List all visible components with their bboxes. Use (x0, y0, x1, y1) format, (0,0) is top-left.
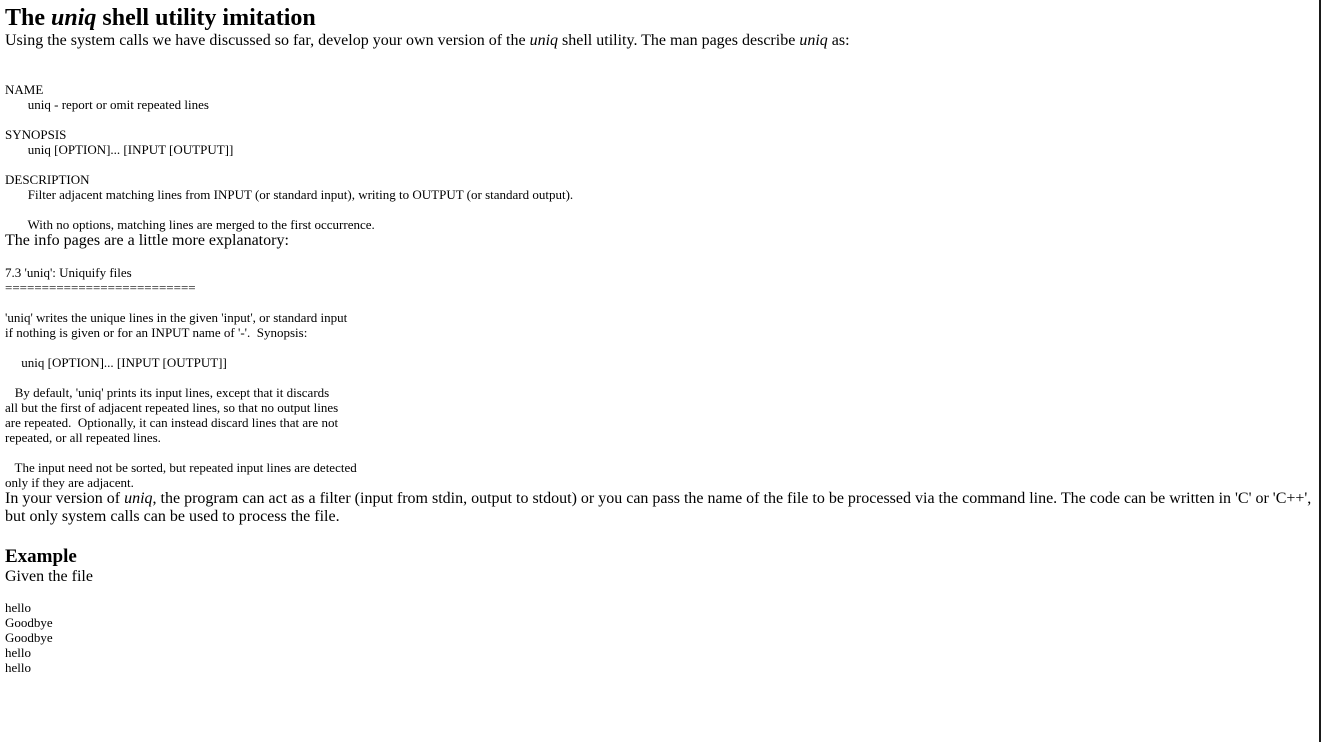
intro-text-3: as: (827, 32, 850, 49)
title-text-pre: The (5, 5, 52, 31)
document-page (5, 0, 1317, 675)
info-page-block: 7.3 'uniq': Uniquify files ========================== 'uniq' writes the unique lines in the given 'input', or standard input if nothing is given or for an INPUT name of '-'. Synopsis: uniq [OPTION]... [INPUT [OUTPUT]] By default, 'uniq' prints its input lines, except that it discards all but the first of adjacent repeated lines, so that no output lines are repeated. Optionally, it can instead discard lines that are not repeated, or all repeated lines. The input need not be sorted, but repeated input lines are detected only if they are adjacent. (5, 265, 357, 490)
version-text-1: In your version of (5, 490, 125, 507)
intro-command-2: uniq (799, 32, 828, 49)
given-file-text: Given the file (5, 568, 93, 585)
version-paragraph (5, 490, 1317, 526)
version-text-2: , the program can act as a filter (input from stdin, output to stdout) or you can pass the name of the file to be processed via the command line. The code can be written in 'C' or 'C++', but only system calls can be used to process the file. (5, 490, 1312, 525)
example-heading: Example (5, 546, 77, 567)
man-page-block: NAME uniq - report or omit repeated lines SYNOPSIS uniq [OPTION]... [INPUT [OUTPUT]] DESCRIPTION Filter adjacent matching lines from INPUT (or standard input), writing to OUTPUT (or standard output). With no options, matching lines are merged to the first occurrence. (5, 82, 574, 232)
info-intro-paragraph: The info pages are a little more explanatory: (5, 232, 289, 249)
window-edge-divider (1319, 0, 1321, 742)
intro-text-2: shell utility. The man pages describe (558, 32, 800, 49)
intro-command-1: uniq (529, 32, 559, 49)
version-command: uniq (124, 490, 153, 507)
example-file-block: hello Goodbye Goodbye hello hello (5, 600, 53, 675)
title-command-name: uniq (51, 5, 97, 31)
page-title (5, 4, 1317, 32)
intro-text-1: Using the system calls we have discussed so far, develop your own version of the (5, 32, 530, 49)
title-text-post: shell utility imitation (96, 5, 316, 31)
intro-paragraph (5, 32, 1317, 50)
